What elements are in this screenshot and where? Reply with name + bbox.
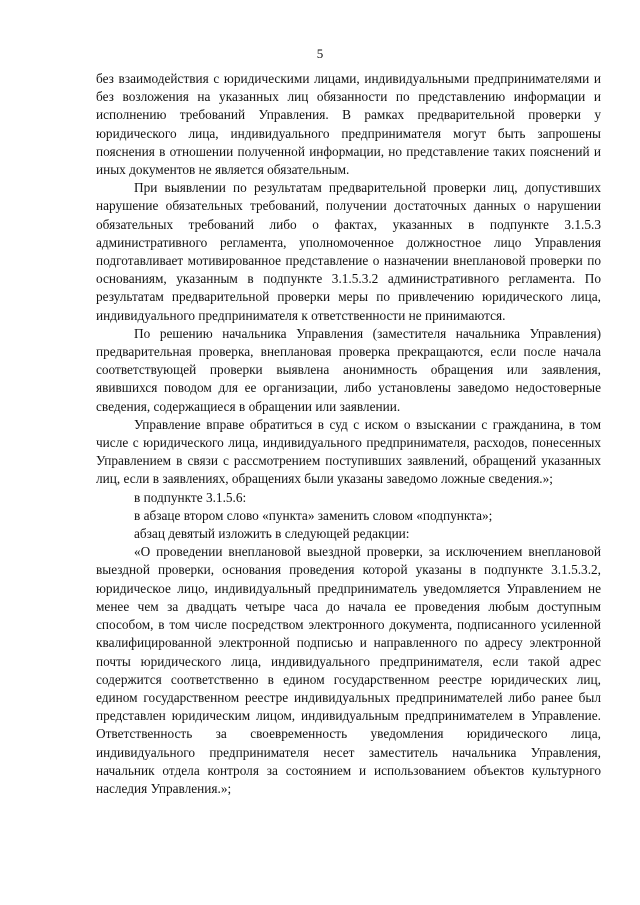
- paragraph: абзац девятый изложить в следующей редакции:: [134, 526, 410, 542]
- paragraph: При выявлении по результатам предварительной проверки лиц, допустивших нарушение обязательных требований, получении достаточных данных о нарушении обязательных требований либо о фактах, указанных в подпункте 3.1.5.3 административного регламента, уполномоченное должностное лицо Управления подготавливает мотивированное представление о назначении внеплановой проверки по основаниям, указанным в подпункте 3.1.5.3.2 административного регламента. По результатам предварительной проверки меры по привлечению юридического лица, индивидуального предпринимателя к ответственности не принимаются.: [96, 180, 601, 323]
- paragraph: По решению начальника Управления (заместителя начальника Управления) предварительная проверка, внеплановая проверка прекращаются, если после начала соответствующей проверки выявлена анонимность обращения или заявления, явившихся поводом для ее организации, либо установлены заведомо недостоверные сведения, содержащиеся в обращении или заявлении.: [96, 325, 601, 414]
- paragraph: без взаимодействия с юридическими лицами, индивидуальными предпринимателями и без возложения на указанных лиц обязанности по представлению информации и исполнению требований Управления. В рамках предварительной проверки у юридического лица, индивидуального предпринимателя могут быть запрошены пояснения в отношении полученной информации, но представление таких пояснений и иных документов не является обязательным.: [96, 71, 601, 178]
- paragraph: Управление вправе обратиться в суд с иском о взыскании с гражданина, в том числе с юридического лица, индивидуального предпринимателя, расходов, понесенных Управлением в связи с рассмотрением поступивших заявлений, обращений указанных лиц, если в заявлениях, обращениях были указаны заведомо ложные сведения.»;: [96, 416, 601, 487]
- page-number: 5: [316, 46, 324, 61]
- paragraph: в подпункте 3.1.5.6:: [134, 489, 247, 505]
- document-body: [96, 70, 601, 798]
- paragraph: «О проведении внеплановой выездной проверки, за исключением внеплановой выездной проверки, основания проведения которой указаны в подпункте 3.1.5.3.2, юридическое лицо, индивидуальный предприниматель уведомляется Управлением не менее чем за двадцать четыре часа до начала ее проведения любым доступным способом, в том числе посредством электронного документа, подписанного усиленной квалифицированной электронной подписью и направленного по адресу электронной почты юридического лица, индивидуального предпринимателя, если такой адрес содержится соответственно в едином государственном реестре юридических лиц, едином государственном реестре индивидуальных предпринимателей либо ранее был представлен юридическим лицом, индивидуальным предпринимателем в Управление. Ответственность за своевременность уведомления юридического лица, индивидуального предпринимателя несет заместитель начальника Управления, начальник отдела контроля за состоянием и использованием объектов культурного наследия Управления.»;: [96, 544, 601, 796]
- paragraph: в абзаце втором слово «пункта» заменить словом «подпункта»;: [134, 507, 493, 523]
